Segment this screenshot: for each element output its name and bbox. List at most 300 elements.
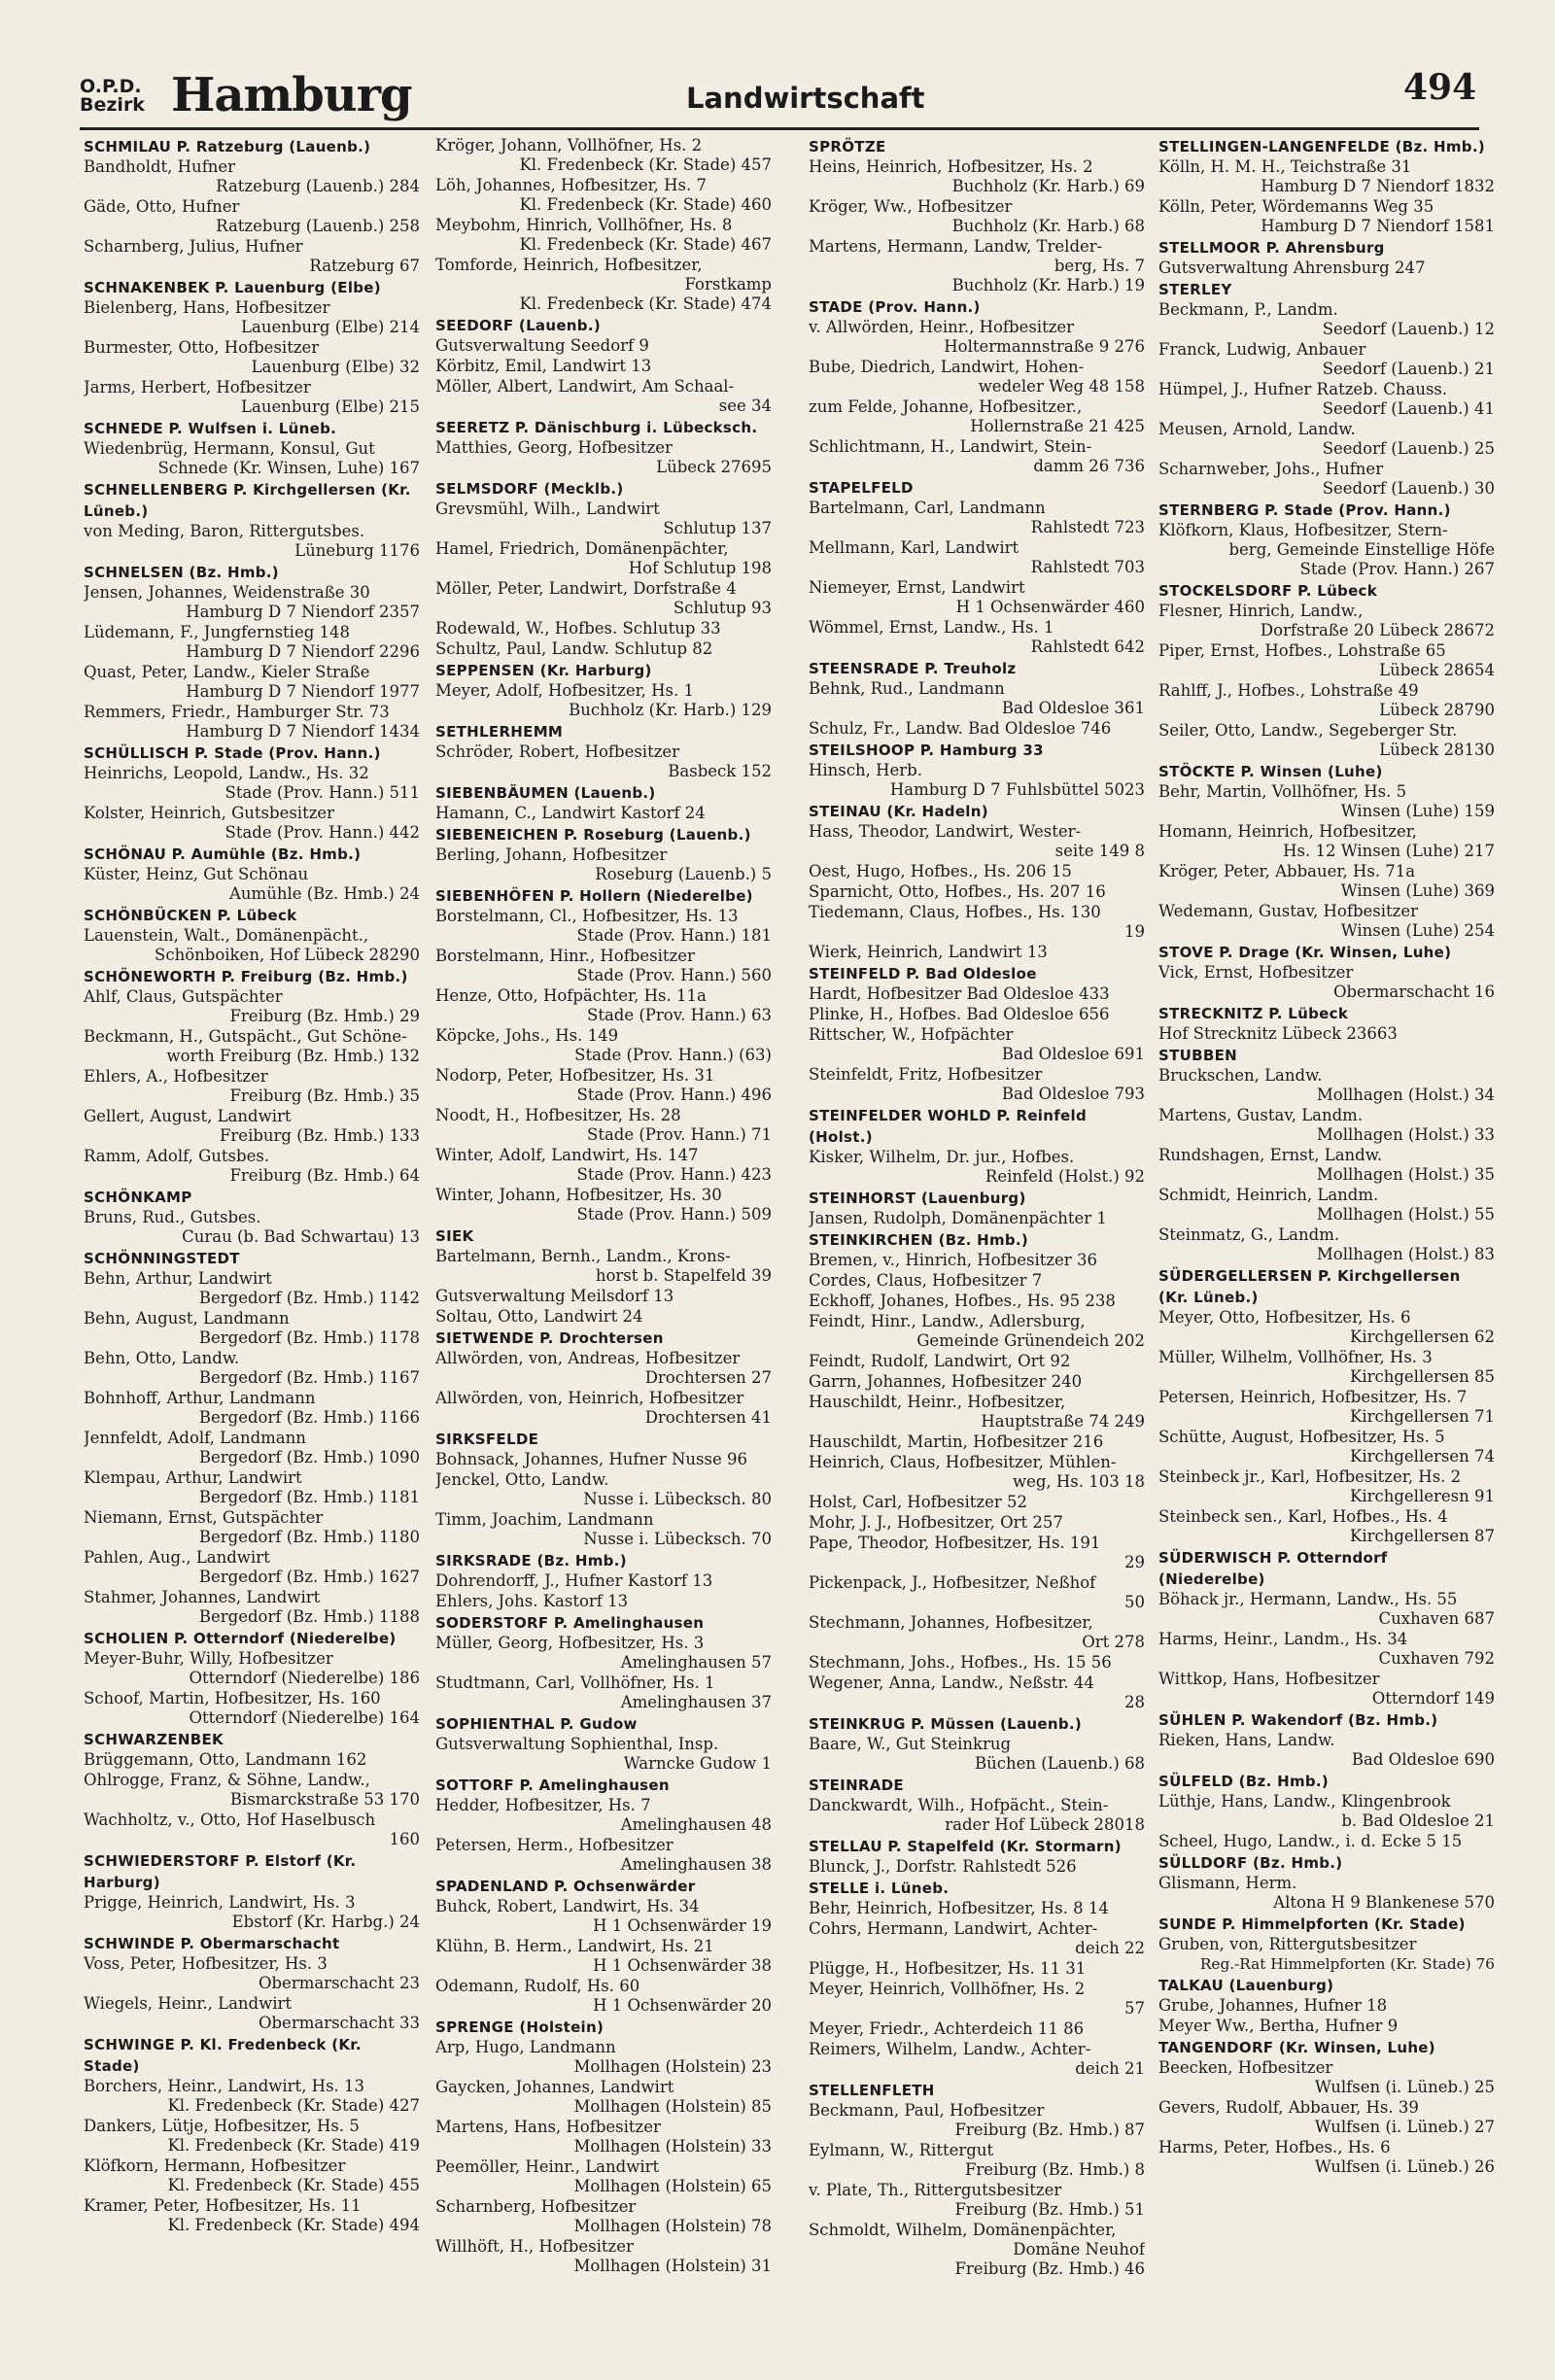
entry-name: Eylmann, W., Rittergut	[809, 2141, 994, 2159]
directory-entry	[1158, 1428, 1495, 1466]
directory-entry	[435, 986, 772, 1025]
city-title: Hamburg	[171, 68, 412, 122]
entry-name: Steinmatz, G., Landm.	[1158, 1225, 1340, 1244]
entry-name: Wömmel, Ernst, Landw., Hs. 1	[809, 618, 1054, 637]
entry-name: Gutsverwaltung Seedorf 9	[435, 336, 649, 355]
entry-detail: Wulfsen (i. Lüneb.) 26	[1314, 2157, 1495, 2176]
directory-entry	[809, 1613, 1145, 1652]
place-heading: SÜHLEN P. Wakendorf (Bz. Hmb.)	[1158, 1711, 1438, 1729]
directory-entry	[435, 1592, 772, 1611]
entry-name: Hamel, Friedrich, Domänenpächter,	[435, 539, 729, 558]
directory-entry	[84, 522, 420, 561]
directory-entry	[435, 539, 772, 578]
entry-detail: Drochtersen 41	[644, 1408, 772, 1427]
entry-detail: Freiburg (Bz. Hmb.) 51	[954, 2200, 1145, 2219]
entry-detail: Schlutup 137	[663, 519, 772, 537]
entry-name: Böhack jr., Hermann, Landw., Hs. 55	[1158, 1590, 1458, 1608]
entry-name: Tiedemann, Claus, Hofbes., Hs. 130	[809, 903, 1101, 921]
directory-entry	[809, 2141, 1145, 2180]
directory-entry	[1158, 157, 1495, 196]
entry-detail: Kirchgellersen 62	[1350, 1328, 1495, 1346]
place-heading: STELLAU P. Stapelfeld (Kr. Stormarn)	[809, 1838, 1122, 1855]
directory-entry	[1158, 1590, 1495, 1629]
entry-detail: Kl. Fredenbeck (Kr. Stade) 467	[519, 235, 772, 254]
directory-entry	[84, 1954, 420, 1993]
directory-entry	[1158, 2098, 1495, 2137]
entry-detail: Mollhagen (Holstein) 85	[573, 2097, 772, 2116]
header-rule	[80, 127, 1479, 130]
directory-entry	[809, 2040, 1145, 2079]
entry-detail: Ratzeburg 67	[309, 257, 420, 275]
directory-entry	[1158, 420, 1495, 459]
directory-entry	[1158, 197, 1495, 236]
directory-entry	[435, 579, 772, 618]
place-heading: STADE (Prov. Hann.)	[809, 298, 981, 316]
entry-detail: Stade (Prov. Hann.) 442	[225, 823, 420, 842]
directory-entry	[809, 1453, 1145, 1492]
entry-name: Schlichtmann, H., Landwirt, Stein-	[809, 437, 1092, 456]
directory-entry	[435, 1307, 772, 1327]
entry-name: Plinke, H., Hofbes. Bad Oldesloe 656	[809, 1005, 1110, 1023]
entry-detail: Kirchgellersen 71	[1350, 1407, 1495, 1426]
entry-name: Glismann, Herm.	[1158, 1874, 1297, 1892]
entry-name: Bohnhoff, Arthur, Landmann	[84, 1389, 316, 1407]
entry-name: Flesner, Hinrich, Landw.,	[1158, 602, 1364, 620]
entry-detail: Hamburg D 7 Niendorf 1434	[186, 722, 420, 741]
directory-entry	[809, 618, 1145, 657]
entry-name: Burmester, Otto, Hofbesitzer	[84, 338, 320, 357]
entry-detail: Kirchgellersen 87	[1350, 1527, 1495, 1545]
entry-detail: weg, Hs. 103 18	[1012, 1472, 1145, 1491]
directory-entry	[84, 1147, 420, 1186]
directory-entry	[435, 2118, 772, 2156]
entry-name: Noodt, H., Hofbesitzer, Hs. 28	[435, 1106, 681, 1124]
entry-detail: Stade (Prov. Hann.) 511	[225, 783, 420, 802]
entry-detail: Forstkamp	[684, 275, 772, 293]
directory-entry	[809, 1251, 1145, 1270]
entry-detail: Wulfsen (i. Lüneb.) 27	[1314, 2118, 1495, 2136]
entry-name: Kölln, Peter, Wördemanns Weg 35	[1158, 197, 1434, 216]
entry-name: v. Allwörden, Heinr., Hofbesitzer	[809, 318, 1075, 336]
entry-detail: Ebstorf (Kr. Harbg.) 24	[231, 1913, 420, 1931]
place-heading: SELMSDORF (Mecklb.)	[435, 480, 624, 498]
directory-entry	[809, 1432, 1145, 1452]
entry-name: Garrn, Johannes, Hofbesitzer 240	[809, 1372, 1083, 1391]
entry-name: Schultz, Paul, Landw. Schlutup 82	[435, 639, 713, 658]
entry-detail: Stade (Prov. Hann.) 560	[576, 966, 772, 984]
directory-entry	[435, 2237, 772, 2276]
entry-name: Klöfkorn, Hermann, Hofbesitzer	[84, 2156, 346, 2175]
entry-name: Niemeyer, Ernst, Landwirt	[809, 578, 1025, 597]
directory-entry	[809, 1959, 1145, 1979]
directory-entry	[809, 1796, 1145, 1835]
directory-entry	[84, 298, 420, 337]
entry-name: Jansen, Rudolph, Domänenpächter 1	[809, 1209, 1107, 1227]
directory-entry	[435, 1066, 772, 1105]
entry-name: Steinbeck jr., Karl, Hofbesitzer, Hs. 2	[1158, 1467, 1462, 1486]
directory-entry	[809, 437, 1145, 476]
entry-detail: Bergedorf (Bz. Hmb.) 1181	[198, 1488, 420, 1506]
entry-name: Borstelmann, Hinr., Hofbesitzer	[435, 947, 695, 965]
entry-name: Kolster, Heinrich, Gutsbesitzer	[84, 804, 335, 822]
entry-name: Möller, Peter, Landwirt, Dorfstraße 4	[435, 579, 737, 598]
entry-name: Scharnweber, Johs., Hufner	[1158, 460, 1384, 478]
directory-entry	[809, 1209, 1145, 1228]
entry-detail: Amelinghausen 57	[620, 1653, 772, 1672]
directory-entry	[84, 1771, 420, 1810]
directory-entry	[1158, 1308, 1495, 1347]
entry-name: Gevers, Rudolf, Abbauer, Hs. 39	[1158, 2098, 1419, 2117]
place-heading: SCHÜLLISCH P. Stade (Prov. Hann.)	[84, 744, 381, 762]
entry-name: Bartelmann, Bernh., Landm., Krons-	[435, 1247, 731, 1265]
entry-name: v. Plate, Th., Rittergutsbesitzer	[809, 2181, 1062, 2199]
entry-detail: Stade (Prov. Hann.) (63)	[574, 1046, 772, 1064]
entry-name: Ehlers, A., Hofbesitzer	[84, 1067, 268, 1086]
directory-entry	[435, 1897, 772, 1936]
entry-name: Klühn, B. Herm., Landwirt, Hs. 21	[435, 1937, 714, 1955]
entry-name: Wittkop, Hans, Hofbesitzer	[1158, 1670, 1380, 1688]
entry-detail: Hamburg D 7 Fuhlsbüttel 5023	[889, 780, 1145, 799]
entry-detail: Kirchgellersen 74	[1350, 1447, 1495, 1466]
place-heading: STEINHORST (Lauenburg)	[809, 1190, 1026, 1207]
directory-entry	[809, 903, 1145, 942]
directory-entry	[84, 2196, 420, 2235]
directory-entry	[435, 256, 772, 314]
place-heading: STEINKRUG P. Müssen (Lauenb.)	[809, 1715, 1083, 1733]
entry-detail: Obermarschacht 33	[258, 2014, 420, 2032]
entry-detail: Otterndorf (Niederelbe) 186	[189, 1669, 420, 1687]
place-heading: SIEBENEICHEN P. Roseburg (Lauenb.)	[435, 826, 751, 844]
directory-entry	[1158, 340, 1495, 379]
entry-name: Feindt, Rudolf, Landwirt, Ort 92	[809, 1352, 1071, 1370]
directory-entry	[1158, 1935, 1495, 1974]
directory-entry	[809, 1493, 1145, 1512]
entry-name: Schröder, Robert, Hofbesitzer	[435, 742, 680, 761]
entry-detail: Mollhagen (Holst.) 35	[1316, 1165, 1495, 1184]
entry-name: Brüggemann, Otto, Landmann 162	[84, 1750, 367, 1769]
entry-detail: Amelinghausen 38	[620, 1855, 772, 1874]
entry-name: Plügge, H., Hofbesitzer, Hs. 11 31	[809, 1959, 1087, 1978]
entry-name: Klempau, Arthur, Landwirt	[84, 1468, 302, 1487]
place-heading: STEINKIRCHEN (Bz. Hmb.)	[809, 1231, 1029, 1249]
entry-name: Piper, Ernst, Hofbes., Lohstraße 65	[1158, 641, 1446, 660]
directory-entry	[809, 1312, 1145, 1351]
entry-name: Dankers, Lütje, Hofbesitzer, Hs. 5	[84, 2117, 360, 2135]
directory-entry	[84, 1893, 420, 1932]
place-heading: SEEDORF (Lauenb.)	[435, 317, 601, 334]
entry-detail: Buchholz (Kr. Harb.) 129	[569, 701, 772, 719]
entry-name: Cohrs, Hermann, Landwirt, Achter-	[809, 1919, 1098, 1938]
entry-name: Steinbeck sen., Karl, Hofbes., Hs. 4	[1158, 1507, 1448, 1526]
place-heading: SÜLLDORF (Bz. Hmb.)	[1158, 1854, 1343, 1872]
place-heading: SEPPENSEN (Kr. Harburg)	[435, 662, 652, 679]
entry-name: Heinrichs, Leopold, Landw., Hs. 32	[84, 764, 369, 782]
place-heading: SIETWENDE P. Drochtersen	[435, 1329, 664, 1347]
place-heading: SCHOLIEN P. Otterndorf (Niederelbe)	[84, 1630, 397, 1647]
entry-name: Heinrich, Claus, Hofbesitzer, Mühlen-	[809, 1453, 1117, 1471]
entry-name: Wiegels, Heinr., Landwirt	[84, 1994, 293, 2013]
entry-detail: Kl. Fredenbeck (Kr. Stade) 457	[519, 155, 772, 174]
entry-name: Bremen, v., Hinrich, Hofbesitzer 36	[809, 1251, 1097, 1269]
directory-entry	[809, 157, 1145, 196]
entry-name: Martens, Gustav, Landm.	[1158, 1106, 1364, 1124]
place-heading: STERLEY	[1158, 281, 1232, 298]
directory-entry	[809, 1899, 1145, 1918]
entry-name: Jarms, Herbert, Hofbesitzer	[84, 378, 311, 397]
directory-entry	[809, 2221, 1145, 2279]
place-heading: STEILSHOOP P. Hamburg 33	[809, 742, 1044, 759]
entry-name: Lüthje, Hans, Landw., Klingenbrook	[1158, 1792, 1451, 1811]
directory-entry	[1158, 1106, 1495, 1145]
directory-entry	[809, 1919, 1145, 1958]
directory-entry	[84, 1429, 420, 1467]
place-heading: SUNDE P. Himmelpforten (Kr. Stade)	[1158, 1915, 1466, 1933]
entry-detail: Kirchgellersen 85	[1350, 1367, 1495, 1386]
directory-entry	[809, 197, 1145, 236]
entry-detail: deich 22	[1075, 1939, 1145, 1957]
entry-name: Meyer, Heinrich, Vollhöfner, Hs. 2	[809, 1980, 1086, 1998]
entry-detail: 57	[1124, 1999, 1145, 2018]
entry-name: Kölln, H. M. H., Teichstraße 31	[1158, 157, 1412, 176]
directory-entry	[435, 742, 772, 781]
directory-entry	[1158, 641, 1495, 680]
entry-name: Allwörden, von, Andreas, Hofbesitzer	[435, 1349, 741, 1367]
directory-entry	[809, 578, 1145, 617]
directory-entry	[809, 237, 1145, 295]
directory-entry	[84, 804, 420, 843]
entry-name: Beckmann, H., Gutspächt., Gut Schöne-	[84, 1027, 407, 1046]
entry-name: Steinfeldt, Fritz, Hofbesitzer	[809, 1065, 1043, 1084]
entry-name: Voss, Peter, Hofbesitzer, Hs. 3	[84, 1954, 328, 1973]
directory-entry	[1158, 2058, 1495, 2097]
place-heading: STRECKNITZ P. Lübeck	[1158, 1005, 1349, 1022]
directory-entry	[435, 681, 772, 720]
entry-detail: Bergedorf (Bz. Hmb.) 1142	[198, 1289, 420, 1307]
place-heading: SEERETZ P. Dänischburg i. Lübecksch.	[435, 419, 758, 436]
entry-name: Franck, Ludwig, Anbauer	[1158, 340, 1366, 359]
entry-name: Stechmann, Johannes, Hofbesitzer,	[809, 1613, 1093, 1632]
place-heading: SCHNEDE P. Wulfsen i. Lüneb.	[84, 420, 337, 437]
entry-name: Stechmann, Johs., Hofbes., Hs. 15 56	[809, 1653, 1112, 1672]
place-heading: STOCKELSDORF P. Lübeck	[1158, 582, 1378, 600]
place-heading: TALKAU (Lauenburg)	[1158, 1977, 1334, 1994]
directory-entry	[1158, 1670, 1495, 1708]
district-abbrev: O.P.D.	[80, 76, 142, 97]
entry-name: Homann, Heinrich, Hofbesitzer,	[1158, 822, 1418, 841]
entry-name: Harms, Heinr., Landm., Hs. 34	[1158, 1630, 1408, 1648]
entry-name: Remmers, Friedr., Hamburger Str. 73	[84, 703, 390, 721]
entry-detail: Hs. 12 Winsen (Luhe) 217	[1283, 842, 1495, 860]
directory-entry	[809, 1005, 1145, 1024]
directory-entry	[435, 1796, 772, 1835]
entry-name: Pape, Theodor, Hofbesitzer, Hs. 191	[809, 1534, 1101, 1552]
entry-name: Scheel, Hugo, Landw., i. d. Ecke 5 15	[1158, 1832, 1463, 1850]
place-heading: STERNBERG P. Stade (Prov. Hann.)	[1158, 501, 1451, 519]
entry-detail: Bad Oldesloe 361	[1001, 699, 1145, 717]
directory-entry	[1158, 1792, 1495, 1831]
directory-entry	[435, 438, 772, 477]
entry-name: Rieken, Hans, Landw.	[1158, 1731, 1335, 1749]
entry-name: Danckwardt, Wilh., Hofpächt., Stein-	[809, 1796, 1109, 1814]
directory-entry	[809, 1148, 1145, 1187]
entry-detail: Otterndorf (Niederelbe) 164	[189, 1708, 420, 1727]
place-heading: STEENSRADE P. Treuholz	[809, 660, 1017, 677]
entry-name: Dohrendorff, J., Hufner Kastorf 13	[435, 1571, 713, 1590]
directory-entry	[1158, 460, 1495, 499]
place-heading: SCHÖNNINGSTEDT	[84, 1250, 240, 1267]
directory-entry	[435, 804, 772, 823]
entry-name: Vick, Ernst, Hofbesitzer	[1158, 963, 1354, 982]
directory-entry	[1158, 1996, 1495, 2016]
directory-entry	[84, 237, 420, 276]
page-header	[0, 0, 1555, 141]
entry-detail: Hamburg D 7 Niendorf 2357	[186, 603, 420, 621]
entry-name: Ramm, Adolf, Gutsbes.	[84, 1147, 270, 1165]
entry-detail: Aumühle (Bz. Hmb.) 24	[229, 884, 420, 903]
entry-detail: Buchholz (Kr. Harb.) 68	[951, 217, 1145, 235]
entry-detail: Mollhagen (Holstein) 31	[573, 2257, 772, 2275]
entry-name: Martens, Hans, Hofbesitzer	[435, 2118, 661, 2136]
entry-detail: Mollhagen (Holstein) 78	[573, 2217, 772, 2235]
entry-detail: Freiburg (Bz. Hmb.) 8	[964, 2160, 1145, 2179]
entry-detail: Nusse i. Lübecksch. 80	[583, 1490, 772, 1508]
entry-name: Klöfkorn, Klaus, Hofbesitzer, Stern-	[1158, 521, 1448, 539]
place-heading: STEINRADE	[809, 1776, 904, 1794]
entry-detail: Kl. Fredenbeck (Kr. Stade) 460	[519, 195, 772, 214]
entry-detail: deich 21	[1075, 2059, 1145, 2078]
entry-name: Meyer, Adolf, Hofbesitzer, Hs. 1	[435, 681, 695, 700]
entry-detail: Kl. Fredenbeck (Kr. Stade) 455	[167, 2176, 420, 2194]
directory-entry	[809, 822, 1145, 861]
directory-entry	[435, 1450, 772, 1469]
entry-name: Timm, Joachim, Landmann	[435, 1510, 654, 1529]
entry-detail: Hollernstraße 21 425	[970, 417, 1145, 435]
directory-entry	[1158, 1186, 1495, 1224]
entry-detail: Bad Oldesloe 793	[1001, 1085, 1145, 1103]
entry-detail: Stade (Prov. Hann.) 423	[576, 1165, 772, 1184]
entry-name: Bielenberg, Hans, Hofbesitzer	[84, 298, 330, 317]
entry-name: Soltau, Otto, Landwirt 24	[435, 1307, 643, 1326]
entry-detail: H 1 Ochsenwärder 460	[955, 598, 1145, 616]
directory-entry	[84, 157, 420, 196]
entry-name: Oest, Hugo, Hofbes., Hs. 206 15	[809, 862, 1072, 880]
directory-entry	[809, 882, 1145, 902]
place-heading: STEINFELD P. Bad Oldesloe	[809, 965, 1037, 983]
place-heading: SCHNELLENBERG P. Kirchgellersen (Kr. Lüneb.)	[84, 481, 411, 520]
place-heading: STUBBEN	[1158, 1047, 1237, 1064]
directory-entry	[809, 499, 1145, 537]
directory-entry	[809, 358, 1145, 397]
entry-detail: Reinfeld (Holst.) 92	[985, 1167, 1145, 1186]
entry-detail: Domäne Neuhof	[1013, 2240, 1145, 2259]
place-heading: SCHÖNKAMP	[84, 1189, 192, 1206]
entry-name: Jensen, Johannes, Weidenstraße 30	[84, 583, 370, 602]
directory-entry	[1158, 902, 1495, 941]
entry-name: Kramer, Peter, Hofbesitzer, Hs. 11	[84, 2196, 362, 2215]
entry-detail: Bergedorf (Bz. Hmb.) 1178	[198, 1328, 420, 1347]
entry-name: Hümpel, J., Hufner Ratzeb. Chauss.	[1158, 380, 1448, 398]
place-heading: SPRÖTZE	[809, 138, 886, 155]
entry-name: Meyer Ww., Bertha, Hufner 9	[1158, 2017, 1399, 2035]
entry-name: Schulz, Fr., Landw. Bad Oldesloe 746	[809, 719, 1112, 738]
entry-name: Winter, Adolf, Landwirt, Hs. 147	[435, 1146, 699, 1164]
entry-name: Grevsmühl, Wilh., Landwirt	[435, 500, 660, 518]
entry-detail: Kirchgelleresn 91	[1350, 1487, 1495, 1505]
entry-name: Müller, Georg, Hofbesitzer, Hs. 3	[435, 1634, 705, 1652]
entry-name: Stahmer, Johannes, Landwirt	[84, 1588, 321, 1606]
entry-detail: Lübeck 28130	[1379, 741, 1495, 759]
directory-entry	[809, 2181, 1145, 2220]
entry-detail: Wulfsen (i. Lüneb.) 25	[1314, 2078, 1495, 2096]
entry-detail: Schlutup 93	[673, 599, 772, 617]
entry-name: Ohlrogge, Franz, & Söhne, Landw.,	[84, 1771, 370, 1789]
entry-detail: Drochtersen 27	[644, 1368, 772, 1387]
entry-detail: Freiburg (Bz. Hmb.) 133	[219, 1126, 420, 1145]
entry-name: Gellert, August, Landwirt	[84, 1107, 292, 1125]
place-heading: STEINAU (Kr. Hadeln)	[809, 803, 988, 820]
directory-entry	[435, 1836, 772, 1875]
directory-entry	[84, 623, 420, 662]
directory-entry	[1158, 602, 1495, 640]
entry-detail: Bergedorf (Bz. Hmb.) 1188	[198, 1607, 420, 1626]
entry-detail: Schnede (Kr. Winsen, Luhe) 167	[157, 459, 420, 477]
entry-name: Rahlff, J., Hofbes., Lohstraße 49	[1158, 681, 1419, 700]
directory-entry	[84, 1067, 420, 1106]
entry-detail: Rahlstedt 642	[1030, 638, 1145, 656]
directory-entry	[84, 1208, 420, 1247]
place-heading: SÜDERGELLERSEN P. Kirchgellersen (Kr. Lüneb.)	[1158, 1267, 1461, 1306]
entry-detail: Stade (Prov. Hann.) 509	[576, 1205, 772, 1224]
entry-name: Wegener, Anna, Landw., Neßstr. 44	[809, 1673, 1094, 1692]
entry-name: Gutsverwaltung Ahrensburg 247	[1158, 259, 1426, 277]
entry-detail: Otterndorf 149	[1371, 1689, 1495, 1707]
entry-detail: Kl. Fredenbeck (Kr. Stade) 419	[167, 2136, 420, 2155]
entry-name: Wierk, Heinrich, Landwirt 13	[809, 943, 1048, 961]
entry-detail: Buchholz (Kr. Harb.) 69	[951, 177, 1145, 195]
entry-name: Meyer-Buhr, Willy, Hofbesitzer	[84, 1649, 333, 1668]
place-heading: SETHLERHEMM	[435, 723, 564, 741]
entry-name: Behn, Otto, Landw.	[84, 1349, 240, 1367]
entry-name: Hauschildt, Heinr., Hofbesitzer,	[809, 1393, 1066, 1411]
entry-detail: Reg.-Rat Himmelpforten (Kr. Stade) 76	[1199, 1955, 1495, 1973]
directory-entry	[435, 1673, 772, 1712]
directory-entry	[809, 2101, 1145, 2140]
entry-name: Gutsverwaltung Sophienthal, Insp.	[435, 1735, 719, 1753]
entry-name: Schmidt, Heinrich, Landm.	[1158, 1186, 1379, 1204]
entry-detail: Stade (Prov. Hann.) 63	[587, 1006, 772, 1024]
entry-name: Wiedenbrüg, Hermann, Konsul, Gut	[84, 439, 375, 458]
directory-entry	[84, 378, 420, 417]
entry-name: Lüdemann, F., Jungfernstieg 148	[84, 623, 351, 641]
entry-detail: Altona H 9 Blankenese 570	[1273, 1893, 1495, 1912]
directory-entry	[809, 1573, 1145, 1612]
directory-entry	[435, 1510, 772, 1549]
entry-name: Reimers, Wilhelm, Landw., Achter-	[809, 2040, 1091, 2058]
entry-name: Sparnicht, Otto, Hofbes., Hs. 207 16	[809, 882, 1106, 901]
entry-name: Rundshagen, Ernst, Landw.	[1158, 1146, 1383, 1164]
directory-entry	[809, 984, 1145, 1004]
place-heading: TANGENDORF (Kr. Winsen, Luhe)	[1158, 2039, 1435, 2056]
entry-detail: Stade (Prov. Hann.) 71	[587, 1125, 772, 1144]
directory-entry	[84, 703, 420, 742]
entry-detail: Lauenburg (Elbe) 32	[251, 358, 420, 376]
directory-entry	[1158, 1388, 1495, 1427]
entry-name: Holst, Carl, Hofbesitzer 52	[809, 1493, 1028, 1511]
directory-entry	[1158, 1832, 1495, 1851]
place-heading: SCHWINGE P. Kl. Fredenbeck (Kr. Stade)	[84, 2036, 362, 2075]
directory-entry	[809, 1653, 1145, 1673]
entry-detail: Ratzeburg (Lauenb.) 258	[216, 217, 420, 235]
